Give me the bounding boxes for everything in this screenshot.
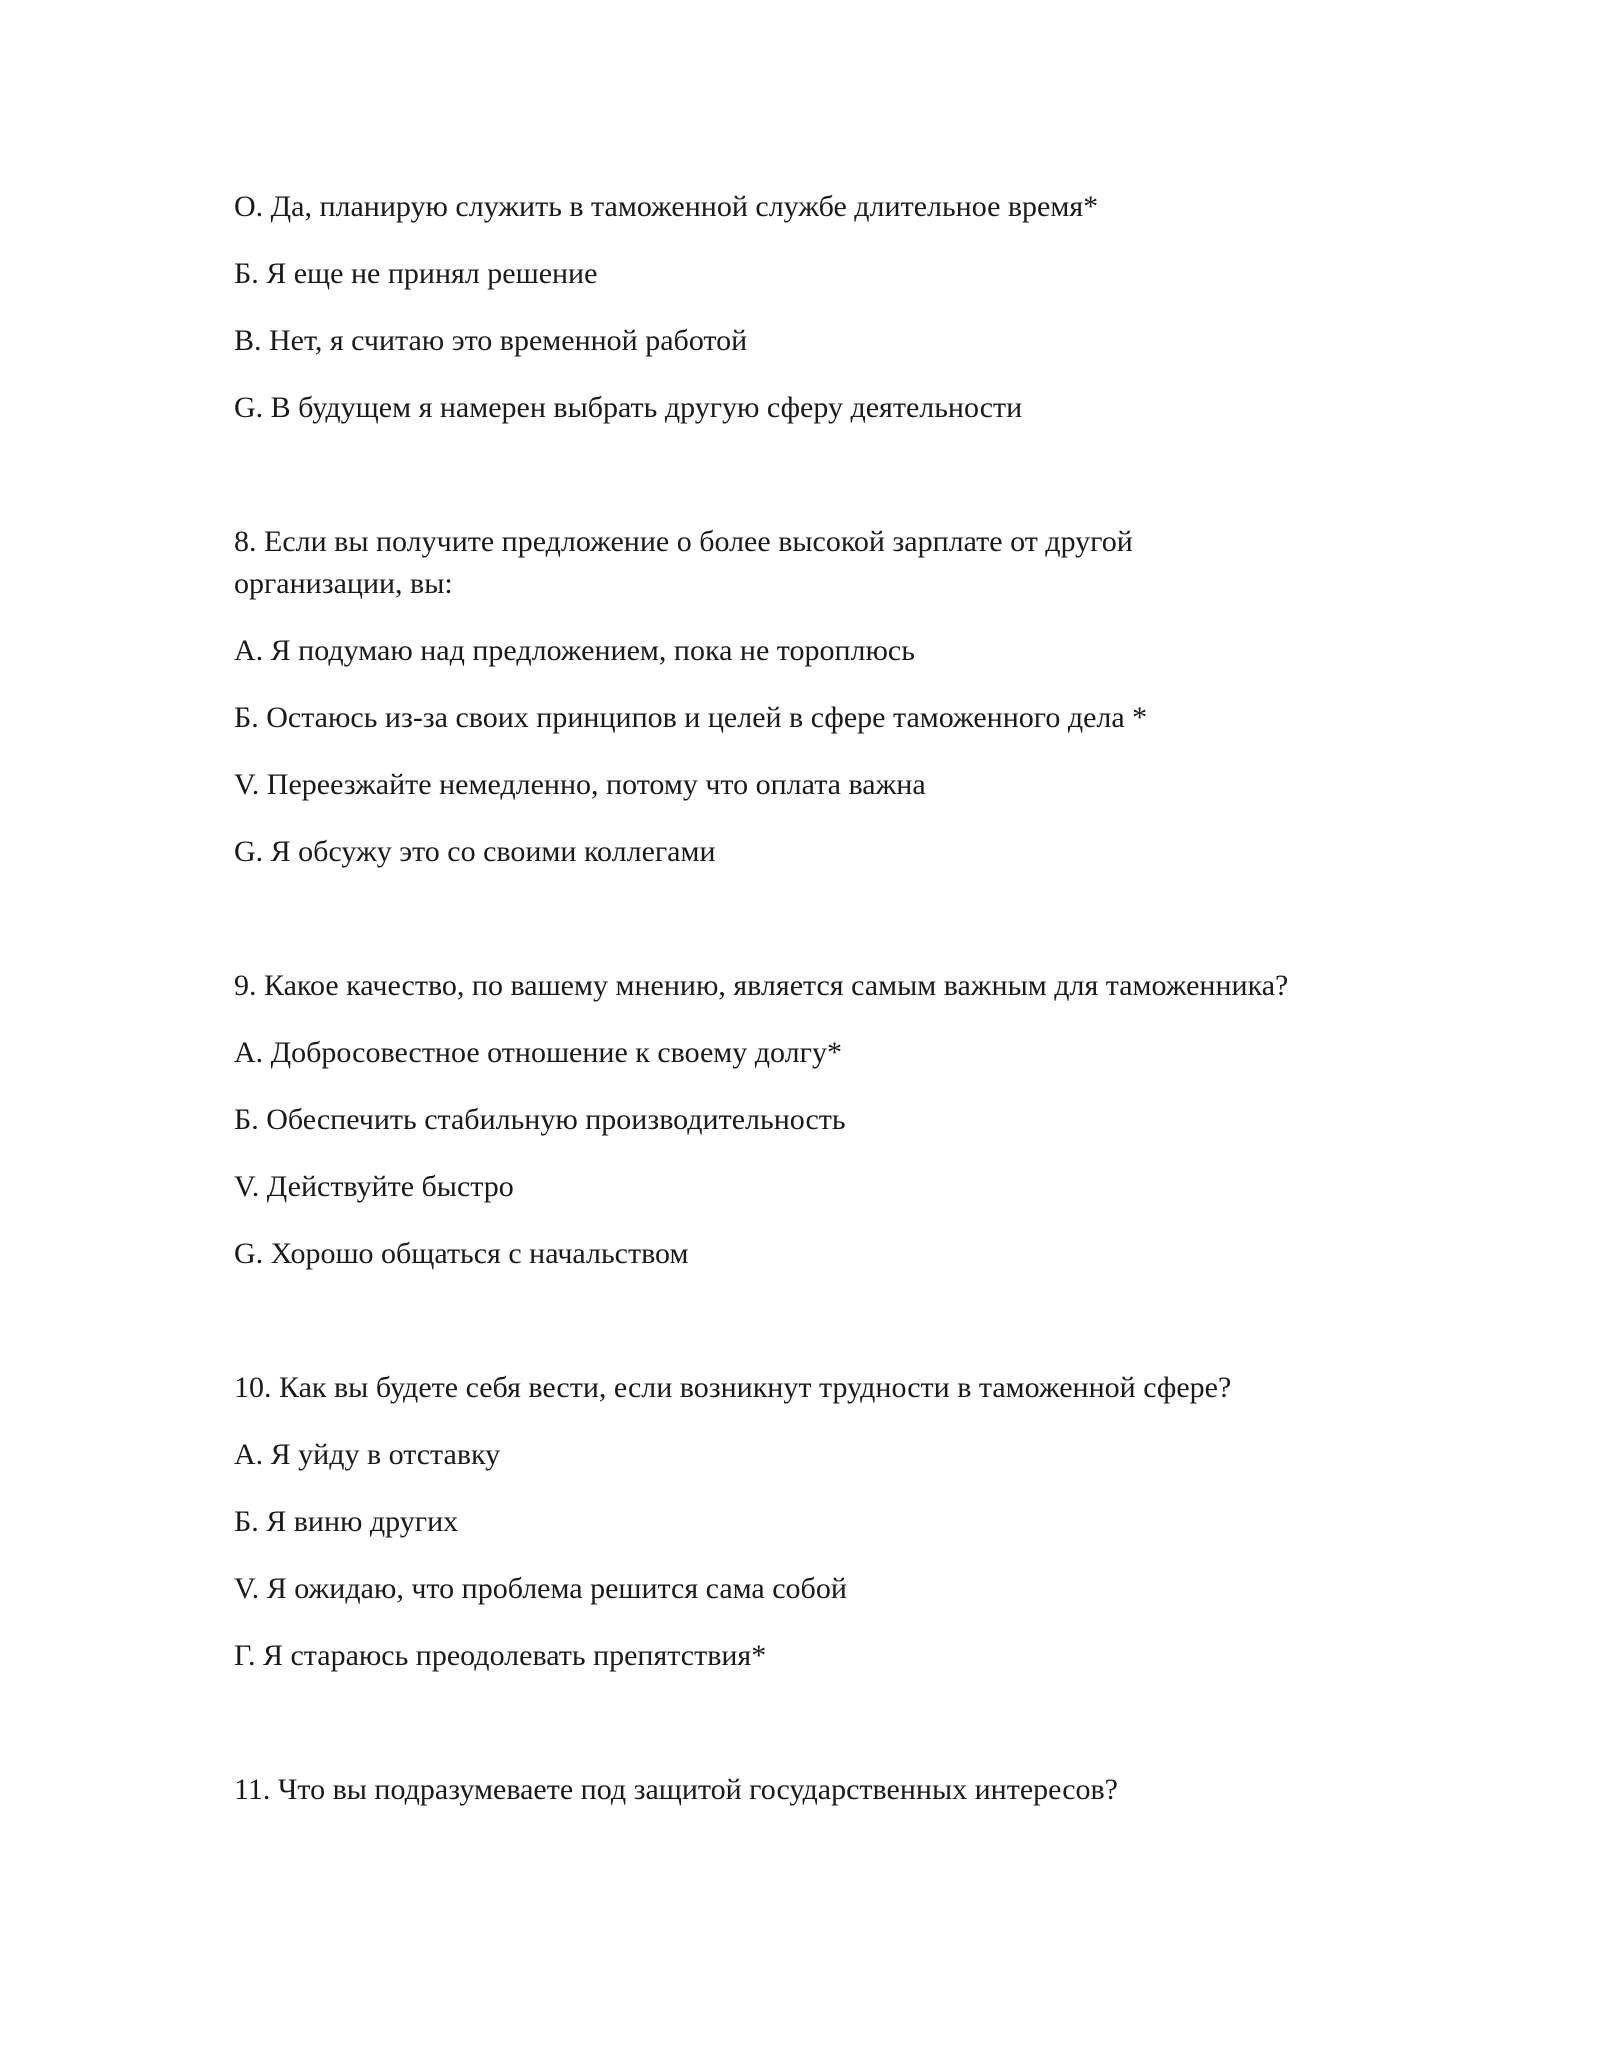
block-spacer [234,898,1374,965]
question-block-10 [234,1367,1374,1677]
question-block-9 [234,965,1374,1275]
answer-option: V. Я ожидаю, что проблема решится сама собой [234,1572,847,1605]
block-spacer [234,1702,1374,1769]
answer-option: Г. Я стараюсь преодолевать препятствия* [234,1639,767,1672]
answer-option: O. Да, планирую служить в таможенной службе длительное время* [234,190,1099,223]
answer-option: А. Я подумаю над предложением, пока не тороплюсь [234,634,915,667]
block-spacer [234,1300,1374,1367]
question-block-7 [234,186,1374,429]
answer-option: А. Добросовестное отношение к своему долгу* [234,1036,842,1069]
question-block-11 [234,1769,1374,1811]
question-text: 11. Что вы подразумеваете под защитой государственных интересов? [234,1773,1118,1806]
question-text: 10. Как вы будете себя вести, если возникнут трудности в таможенной сфере? [234,1371,1232,1404]
question-text: 8. Если вы получите предложение о более высокой зарплате от другой организации, вы: [234,525,1133,600]
answer-option: V. Переезжайте немедленно, потому что оплата важна [234,768,926,801]
answer-option: V. Действуйте быстро [234,1170,514,1203]
answer-option: Б. Остаюсь из-за своих принципов и целей в сфере таможенного дела * [234,701,1148,734]
question-block-8 [234,521,1374,873]
block-spacer [234,454,1374,521]
answer-option: В. Нет, я считаю это временной работой [234,324,748,357]
answer-option: Б. Обеспечить стабильную производительность [234,1103,846,1136]
question-text: 9. Какое качество, по вашему мнению, является самым важным для таможенника? [234,969,1289,1002]
answer-option: Б. Я виню других [234,1505,459,1538]
answer-option: Б. Я еще не принял решение [234,257,598,290]
answer-option: G. Хорошо общаться с начальством [234,1237,689,1270]
answer-option: G. В будущем я намерен выбрать другую сферу деятельности [234,391,1023,424]
answer-option: G. Я обсужу это со своими коллегами [234,835,716,868]
answer-option: А. Я уйду в отставку [234,1438,501,1471]
questionnaire [234,186,1374,1836]
